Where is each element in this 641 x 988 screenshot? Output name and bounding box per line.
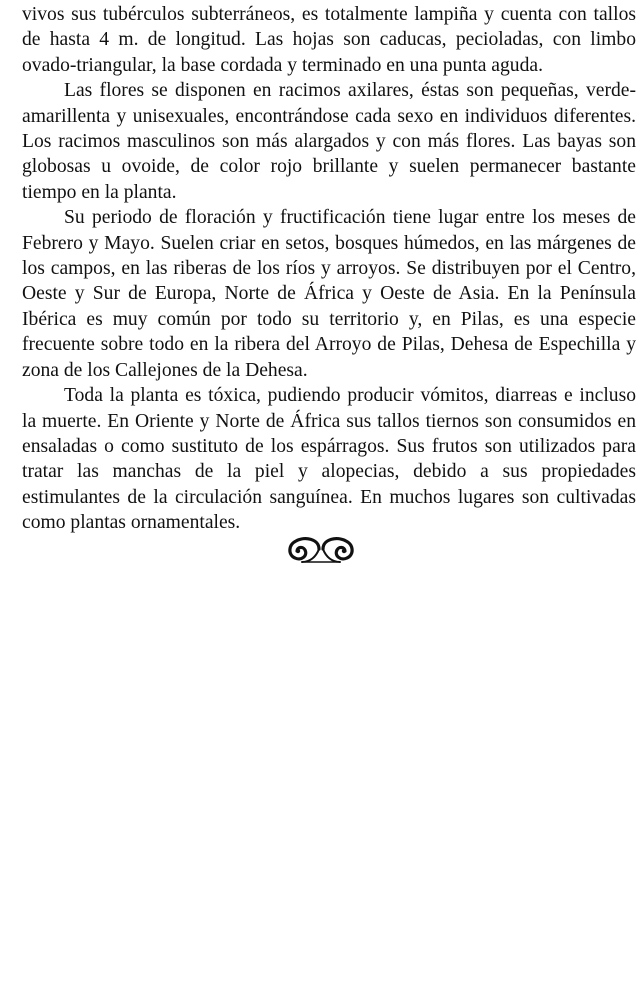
paragraph-4: Toda la planta es tóxica, pudiendo producir vómitos, diarreas e incluso la muerte. En Oriente y Norte de África sus tallos tiernos son consumidos en ensaladas o como sustituto de los espárragos. Sus frutos son utilizados para tratar las manchas de la piel y alopecias, debido a sus propiedades estimulantes de la circulación sanguínea. En muchos lugares son cultivadas como plantas ornamentales.	[22, 385, 636, 534]
paragraph-1: vivos sus tubérculos subterráneos, es totalmente lampiña y cuenta con tallos de hasta 4 m. de longitud. Las hojas son caducas, pecioladas, con limbo ovado-triangular, la base cordada y terminado en una punta aguda.	[22, 4, 636, 76]
scroll-ornament-icon	[283, 533, 359, 565]
paragraph-2: Las flores se disponen en racimos axilares, éstas son pequeñas, verde-amarillenta y unisexuales, encontrándose cada sexo en individuos diferentes. Los racimos masculinos son más alargados y con más flores. Las bayas son globosas u ovoide, de color rojo brillante y suelen permanecer bastante tiempo en la planta.	[22, 80, 636, 203]
body-text	[22, 2, 636, 536]
paragraph-3: Su periodo de floración y fructificación tiene lugar entre los meses de Febrero y Mayo. Suelen criar en setos, bosques húmedos, en las márgenes de los campos, en las riberas de los ríos y arroyos. Se distribuyen por el Centro, Oeste y Sur de Europa, Norte de África y Oeste de Asia. En la Península Ibérica es muy común por todo su territorio y, en Pilas, es una especie frecuente sobre todo en la ribera del Arroyo de Pilas, Dehesa de Espechilla y zona de los Callejones de la Dehesa.	[22, 207, 636, 381]
